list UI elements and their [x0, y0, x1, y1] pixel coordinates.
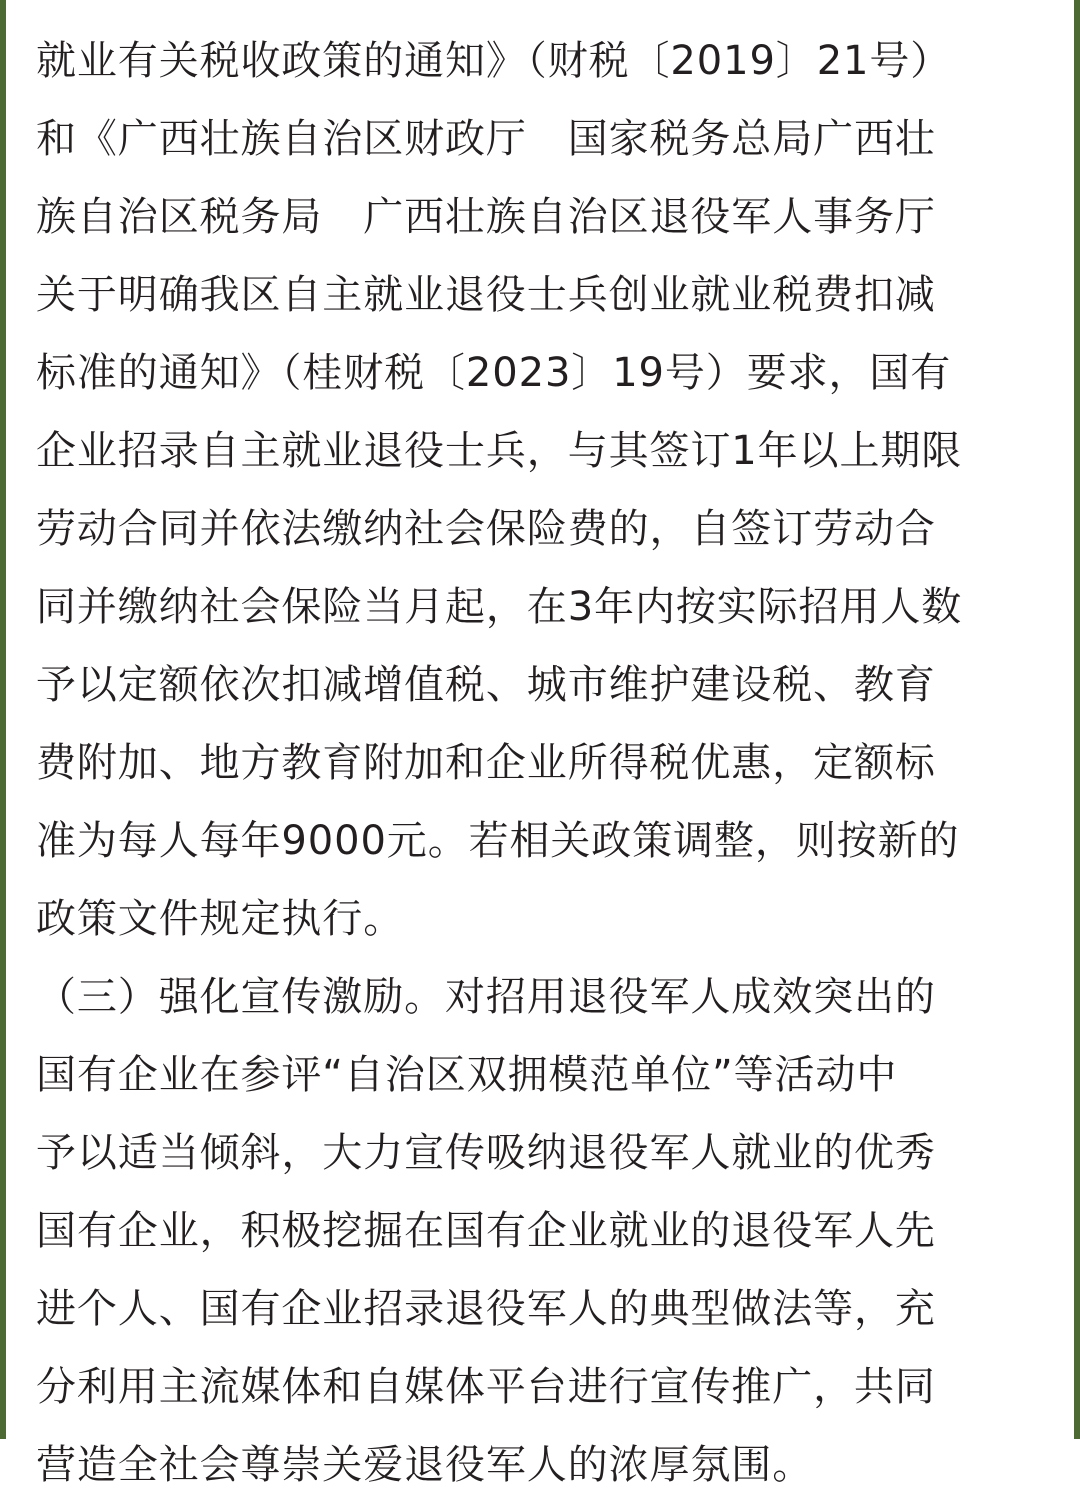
text-line-10: 费附加、地方教育附加和企业所得税优惠，定额标 — [36, 740, 936, 786]
text-line-19: 营造全社会尊崇关爱退役军人的浓厚氛围。 — [36, 1442, 814, 1488]
text-line-4: 关于明确我区自主就业退役士兵创业就业税费扣减 — [36, 272, 936, 318]
text-line-16: 国有企业，积极挖掘在国有企业就业的退役军人先 — [36, 1208, 936, 1254]
text-line-12: 政策文件规定执行。 — [36, 896, 405, 942]
text-line-3: 族自治区税务局 广西壮族自治区退役军人事务厅 — [36, 194, 936, 240]
text-line-18: 分利用主流媒体和自媒体平台进行宣传推广，共同 — [36, 1364, 936, 1410]
text-line-8: 同并缴纳社会保险当月起，在3年内按实际招用人数 — [36, 584, 963, 630]
text-line-1: 就业有关税收政策的通知》（财税〔2019〕21号） — [36, 38, 952, 84]
section-heading-line: （三）强化宣传激励。对招用退役军人成效突出的 — [36, 974, 936, 1020]
text-line-9: 予以定额依次扣减增值税、城市维护建设税、教育 — [36, 662, 936, 708]
text-line-5: 标准的通知》（桂财税〔2023〕19号）要求，国有 — [36, 350, 952, 396]
text-line-7: 劳动合同并依法缴纳社会保险费的，自签订劳动合 — [36, 506, 936, 552]
text-line-15: 予以适当倾斜，大力宣传吸纳退役军人就业的优秀 — [36, 1130, 936, 1176]
text-line-17: 进个人、国有企业招录退役军人的典型做法等，充 — [36, 1286, 936, 1332]
text-line-11: 准为每人每年9000元。若相关政策调整，则按新的 — [36, 818, 960, 864]
document-body — [36, 22, 1066, 1504]
text-line-2: 和《广西壮族自治区财政厅 国家税务总局广西壮 — [36, 116, 936, 162]
text-line-14: 国有企业在参评“自治区双拥模范单位”等活动中 — [36, 1052, 898, 1098]
text-line-6: 企业招录自主就业退役士兵，与其签订1年以上期限 — [36, 428, 963, 474]
